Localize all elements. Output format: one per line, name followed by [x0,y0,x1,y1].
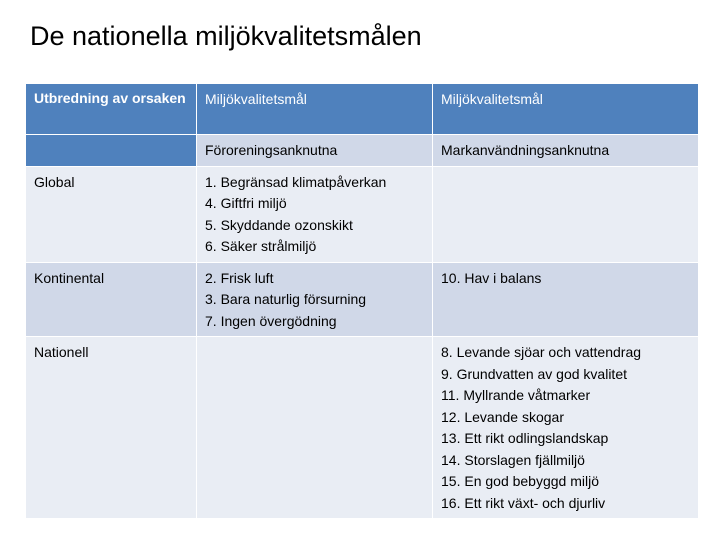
goals-table [25,83,699,519]
goal-item: 16. Ett rikt växt- och djurliv [441,494,606,511]
subheader-land-use: Markanvändningsanknutna [433,135,699,167]
table-header-row [26,84,699,135]
goal-item: 5. Skyddande ozonskikt [205,216,353,233]
row-pollution-goals [197,166,433,262]
subheader-empty [26,135,197,167]
goal-item: 7. Ingen övergödning [205,312,337,329]
goal-item: 4. Giftfri miljö [205,195,287,211]
row-land-use-goals [433,166,699,262]
row-label: Kontinental [26,262,197,337]
row-land-use-goals [433,337,699,519]
row-land-use-goals [433,262,699,337]
subheader-pollution: Föroreningsanknutna [197,135,433,167]
goal-item: 3. Bara naturlig försurning [205,291,367,307]
table-row [26,337,699,519]
page-title: De nationella miljökvalitetsmålen [30,21,422,51]
goal-item: 6. Säker strålmiljö [205,238,317,254]
table-row [26,166,699,262]
goal-item: 10. Hav i balans [441,269,542,286]
row-pollution-goals [197,262,433,337]
header-cause-extent: Utbredning av orsaken [26,84,197,135]
goal-item: 13. Ett rikt odlingslandskap [441,430,609,446]
goal-item: 14. Storslagen fjällmiljö [441,451,585,468]
header-goals-2: Miljökvalitetsmål [433,84,699,135]
table-subheader-row [26,135,699,167]
goal-item: 1. Begränsad klimatpåverkan [205,173,387,190]
goal-item: 9. Grundvatten av god kvalitet [441,365,627,382]
row-label: Nationell [26,337,197,519]
goal-item: 12. Levande skogar [441,408,564,425]
table-row [26,262,699,337]
goal-item: 11. Myllrande våtmarker [441,387,591,403]
row-pollution-goals [197,337,433,519]
goal-item: 15. En god bebyggd miljö [441,473,599,489]
goal-item: 2. Frisk luft [205,269,274,286]
header-goals-1: Miljökvalitetsmål [197,84,433,135]
row-label: Global [26,166,197,262]
goal-item: 8. Levande sjöar och vattendrag [441,344,642,360]
